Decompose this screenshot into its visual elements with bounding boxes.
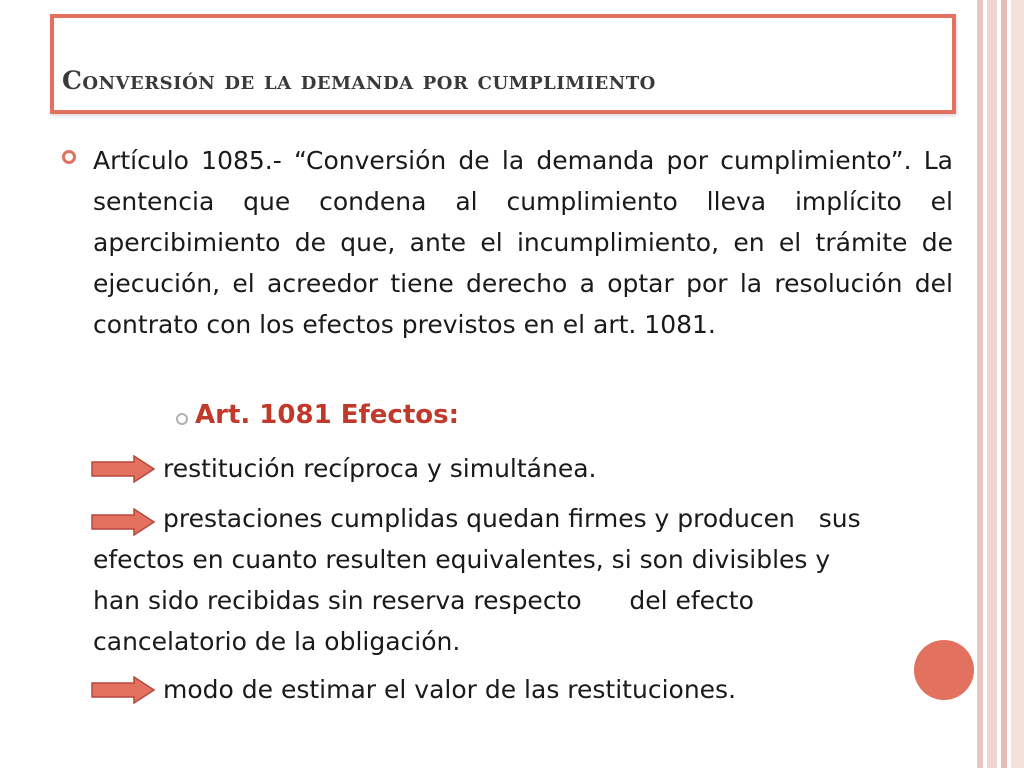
small-ring-bullet-icon bbox=[176, 413, 188, 425]
effect-item-continuation: cancelatorio de la obligación. bbox=[93, 627, 461, 656]
ring-bullet-icon bbox=[62, 150, 76, 164]
effect-item-continuation: han sido recibidas sin reserva respecto del efecto bbox=[93, 586, 754, 615]
decorative-stripe bbox=[987, 0, 997, 768]
article-paragraph: Artículo 1085.- “Conversión de la demanda por cumplimiento”. La sentencia que condena al cumplimiento lleva implícito el apercibimiento de que, ante el incumplimiento, en el trámite de ejecución, el acreedor tiene derecho a optar por la resolución del contrato con los efectos previstos en el art. 1081. bbox=[93, 146, 953, 339]
decorative-circle bbox=[914, 640, 974, 700]
effect-item: modo de estimar el valor de las restituciones. bbox=[163, 675, 737, 704]
right-arrow-icon bbox=[90, 508, 156, 536]
effect-item: prestaciones cumplidas quedan firmes y producen sus bbox=[163, 504, 861, 533]
decorative-stripe bbox=[977, 0, 983, 768]
right-arrow-icon bbox=[90, 676, 156, 704]
decorative-stripe bbox=[1001, 0, 1007, 768]
title-frame bbox=[50, 14, 956, 114]
effects-heading: Art. 1081 Efectos: bbox=[195, 400, 459, 430]
right-arrow-icon bbox=[90, 455, 156, 483]
effect-item-continuation: efectos en cuanto resulten equivalentes, si son divisibles y bbox=[93, 545, 831, 574]
slide-title: Conversión de la demanda por cumplimiento bbox=[62, 66, 656, 95]
decorative-stripe bbox=[1011, 0, 1024, 768]
effect-item: restitución recíproca y simultánea. bbox=[163, 454, 597, 483]
